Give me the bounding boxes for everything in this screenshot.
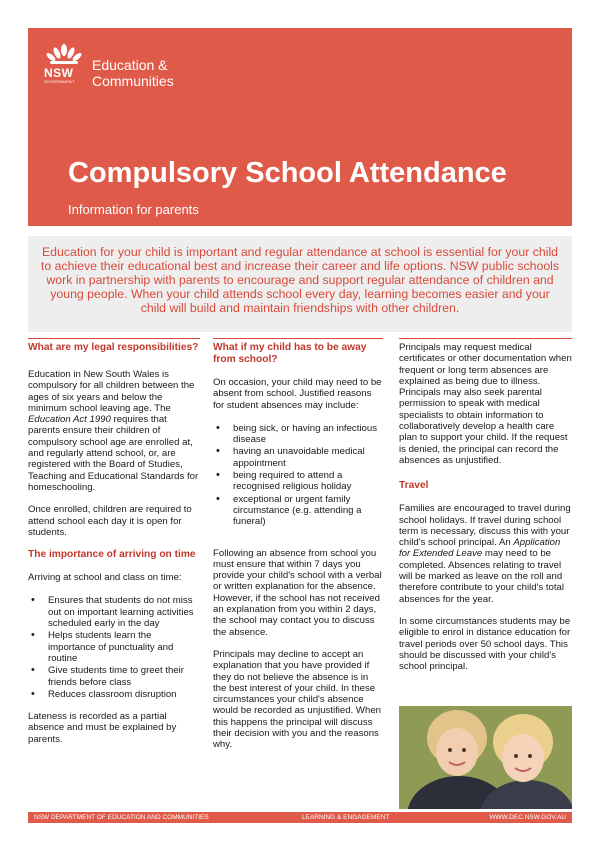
logo-wordmark bbox=[92, 57, 174, 89]
intro-box bbox=[28, 236, 572, 332]
footer-section: LEARNING & ENGAGEMENT bbox=[302, 814, 390, 821]
paragraph-travel bbox=[399, 503, 572, 605]
footer-bar bbox=[28, 812, 572, 823]
column-divider bbox=[28, 338, 200, 339]
paragraph-text: may need to be completed. Absences relating to travel will be marked as leave on the roll and therefore contribute to your child's total absences for the year. bbox=[399, 548, 565, 605]
footer-website: WWW.DEC.NSW.GOV.AU bbox=[489, 814, 566, 821]
paragraph-arriving: Arriving at school and class on time: bbox=[28, 572, 182, 584]
list-item: • Ensures that students do not miss out on important learning activities scheduled early in the day bbox=[28, 595, 200, 629]
list-item: • exceptional or urgent family circumstance (e.g. attending a funeral) bbox=[213, 494, 383, 528]
intro-text: Education for your child is important and regular attendance at school is essential for your child to achieve their educational best and increase their career and life options. NSW public schools work in partnership with parents to encourage and support regular attendance of children and young people. When your child attends school every day, learning becomes easier and your child will build and maintain friendships with other children. bbox=[40, 245, 560, 315]
column-3 bbox=[399, 338, 572, 672]
nsw-logo bbox=[42, 44, 202, 92]
column-divider bbox=[399, 338, 572, 339]
list-item: • being required to attend a recognised religious holiday bbox=[213, 470, 383, 493]
education-act-title: Education Act 1990 bbox=[28, 414, 111, 426]
page-subtitle: Information for parents bbox=[68, 202, 199, 217]
list-item: • having an unavoidable medical appointment bbox=[213, 446, 383, 469]
children-photo-illustration bbox=[399, 706, 572, 809]
logo-line-2: Communities bbox=[92, 73, 174, 89]
paragraph-explanation: Following an absence from school you must ensure that within 7 days you provide your child's school with a verbal or written explanation for the absence. However, if the school has not received an explanation from you within 2 days, the school may contact you to discuss the absence. bbox=[213, 547, 382, 638]
heading-arriving-on-time: The importance of arriving on time bbox=[28, 549, 196, 561]
justified-reasons-list bbox=[213, 423, 383, 528]
extended-leave-form-name: Application for Extended Leave bbox=[399, 537, 561, 560]
paragraph-education-act bbox=[28, 369, 200, 493]
paragraph-text: requires that parents ensure their children of compulsory school age are enrolled at, and regularly attend school, or, are registered with the Board of Studies, Teaching and Educational Standards for homeschooling. bbox=[28, 414, 199, 493]
column-1 bbox=[28, 338, 200, 745]
list-item: • Give students time to greet their friends before class bbox=[28, 665, 200, 688]
children-photo bbox=[399, 706, 572, 809]
logo-government-text: GOVERNMENT bbox=[44, 79, 75, 84]
paragraph-text: Families are encouraged to travel during school holidays. If travel during school term is necessary, discuss this with your child's school principal. An bbox=[399, 503, 571, 549]
heading-legal-responsibilities: What are my legal responsibilities? bbox=[28, 342, 199, 353]
list-item: • being sick, or having an infectious disease bbox=[213, 423, 383, 446]
list-item: • Reduces classroom disruption bbox=[28, 689, 200, 700]
logo-nsw-text: NSW bbox=[44, 66, 74, 80]
page-title: Compulsory School Attendance bbox=[68, 157, 507, 189]
paragraph-decline: Principals may decline to accept an explanation that you have provided if they do not believe the absence is in the best interest of your child. In these circumstances your child's absence would be recorded as unjustified. When this happens the principal will discuss their decision with you and the reasons why. bbox=[213, 648, 381, 751]
paragraph-justified-reasons: On occasion, your child may need to be absent from school. Justified reasons for student absences may include: bbox=[213, 377, 382, 411]
logo-line-1: Education & bbox=[92, 57, 168, 73]
heading-travel: Travel bbox=[399, 480, 429, 492]
paragraph-enrolled: Once enrolled, children are required to attend school each day it is open for students. bbox=[28, 504, 192, 538]
paragraph-lateness: Lateness is recorded as a partial absence and must be explained by parents. bbox=[28, 711, 177, 745]
footer-department: NSW DEPARTMENT OF EDUCATION AND COMMUNITIES bbox=[34, 814, 209, 821]
paragraph-medical-certificates: Principals may request medical certificates or other documentation when frequent or long term absences are explained as being due to illness. Principals may also seek parental permission to speak with medical specialists to obtain information to collaboratively develop a health care plan to support your child. If the request is denied, the principal can record the absences as unjustified. bbox=[399, 342, 572, 466]
list-item: • Helps students learn the importance of punctuality and routine bbox=[28, 630, 200, 664]
paragraph-text: Education in New South Wales is compulsory for all children between the ages of six years and below the minimum school leaving age. The bbox=[28, 369, 195, 414]
paragraph-distance-education: In some circumstances students may be eligible to enrol in distance education for travel periods over 50 school days. This should be discussed with your child's school principal. bbox=[399, 615, 571, 673]
heading-away-from-school: What if my child has to be away from school? bbox=[213, 342, 367, 365]
arriving-benefits-list bbox=[28, 595, 200, 700]
column-2 bbox=[213, 338, 383, 751]
column-divider bbox=[213, 338, 383, 339]
